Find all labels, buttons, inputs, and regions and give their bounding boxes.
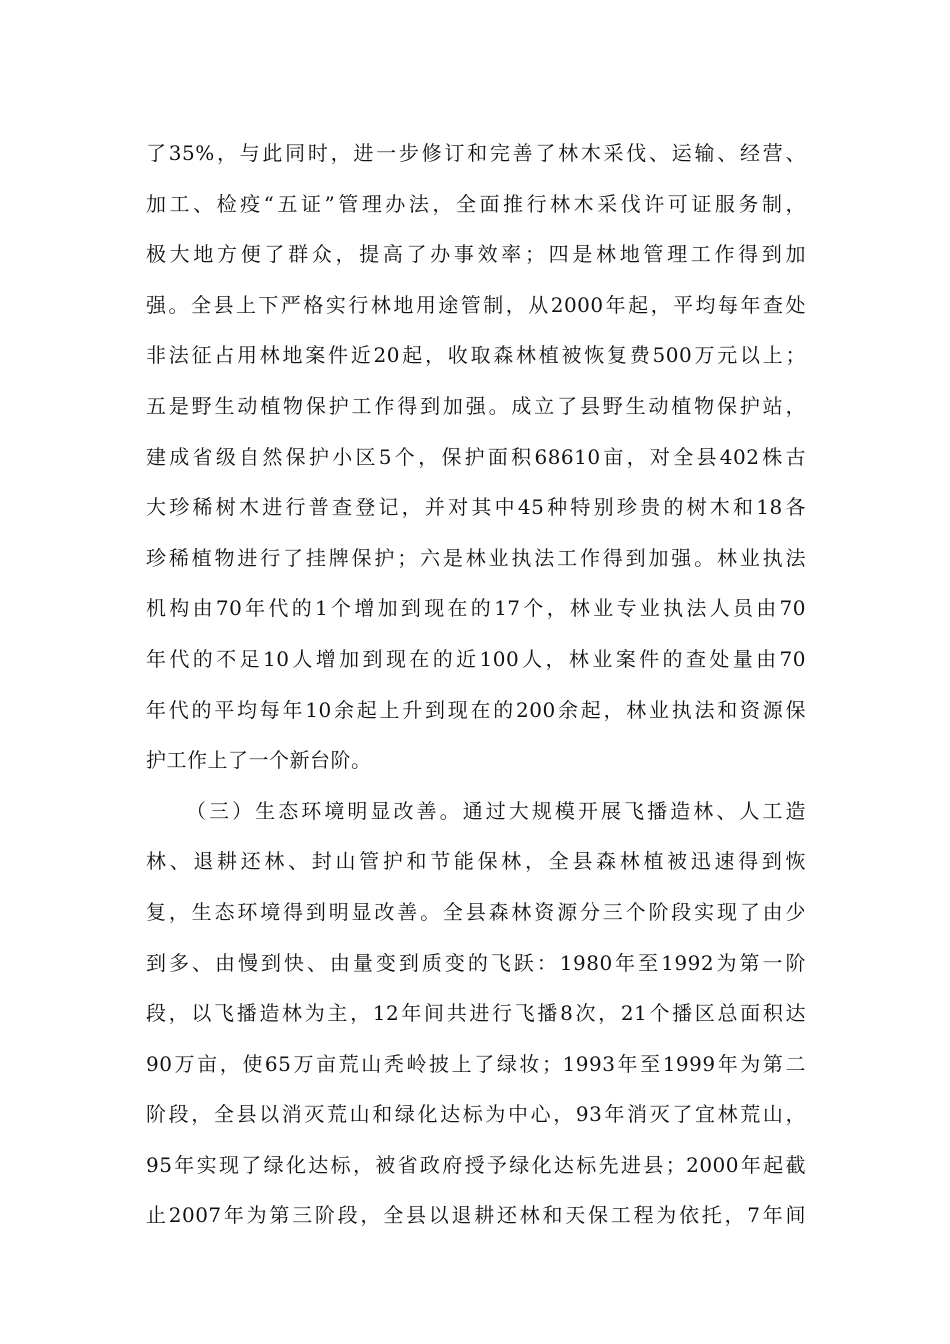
text-line: 年代的平均每年10余起上升到现在的200余起，林业执法和资源保 (146, 697, 806, 722)
text-line: 五是野生动植物保护工作得到加强。成立了县野生动植物保护站， (146, 393, 806, 418)
text-line: 到多、由慢到快、由量变到质变的飞跃：1980年至1992为第一阶 (146, 950, 806, 975)
text-line: 林、退耕还林、封山管护和节能保林，全县森林植被迅速得到恢 (146, 849, 806, 874)
text-line: 珍稀植物进行了挂牌保护；六是林业执法工作得到加强。林业执法 (146, 545, 806, 570)
text-line: 建成省级自然保护小区5个，保护面积68610亩，对全县402株古 (146, 444, 806, 469)
text-line: 非法征占用林地案件近20起，收取森林植被恢复费500万元以上； (146, 343, 806, 368)
text-line: 大珍稀树木进行普查登记，并对其中45种特别珍贵的树木和18各 (146, 495, 806, 520)
text-line: 加工、检疫“五证”管理办法，全面推行林木采伐许可证服务制， (146, 191, 806, 216)
text-line: 了35%，与此同时，进一步修订和完善了林木采伐、运输、经营、 (146, 141, 806, 165)
body-text (146, 128, 806, 1241)
text-line: 机构由70年代的1个增加到现在的17个，林业专业执法人员由70 (146, 596, 806, 621)
text-line: 止2007年为第三阶段，全县以退耕还林和天保工程为依托，7年间 (146, 1203, 806, 1228)
text-line: 强。全县上下严格实行林地用途管制，从2000年起，平均每年查处 (146, 292, 806, 317)
paragraph-first-line: （三）生态环境明显改善。通过大规模开展飞播造林、人工造 (186, 798, 806, 823)
text-line: 极大地方便了群众，提高了办事效率；四是林地管理工作得到加 (146, 242, 806, 267)
text-line: 90万亩，使65万亩荒山秃岭披上了绿妆；1993年至1999年为第二 (146, 1051, 806, 1076)
text-line: 年代的不足10人增加到现在的近100人，林业案件的查处量由70 (146, 646, 806, 671)
paragraph-end-line: 护工作上了一个新台阶。 (146, 748, 372, 773)
text-line: 段，以飞播造林为主，12年间共进行飞播8次，21个播区总面积达 (146, 1001, 806, 1026)
text-line: 阶段，全县以消灭荒山和绿化达标为中心，93年消灭了宜林荒山， (146, 1102, 806, 1127)
text-line: 95年实现了绿化达标，被省政府授予绿化达标先进县；2000年起截 (146, 1152, 806, 1177)
text-line: 复，生态环境得到明显改善。全县森林资源分三个阶段实现了由少 (146, 899, 806, 924)
